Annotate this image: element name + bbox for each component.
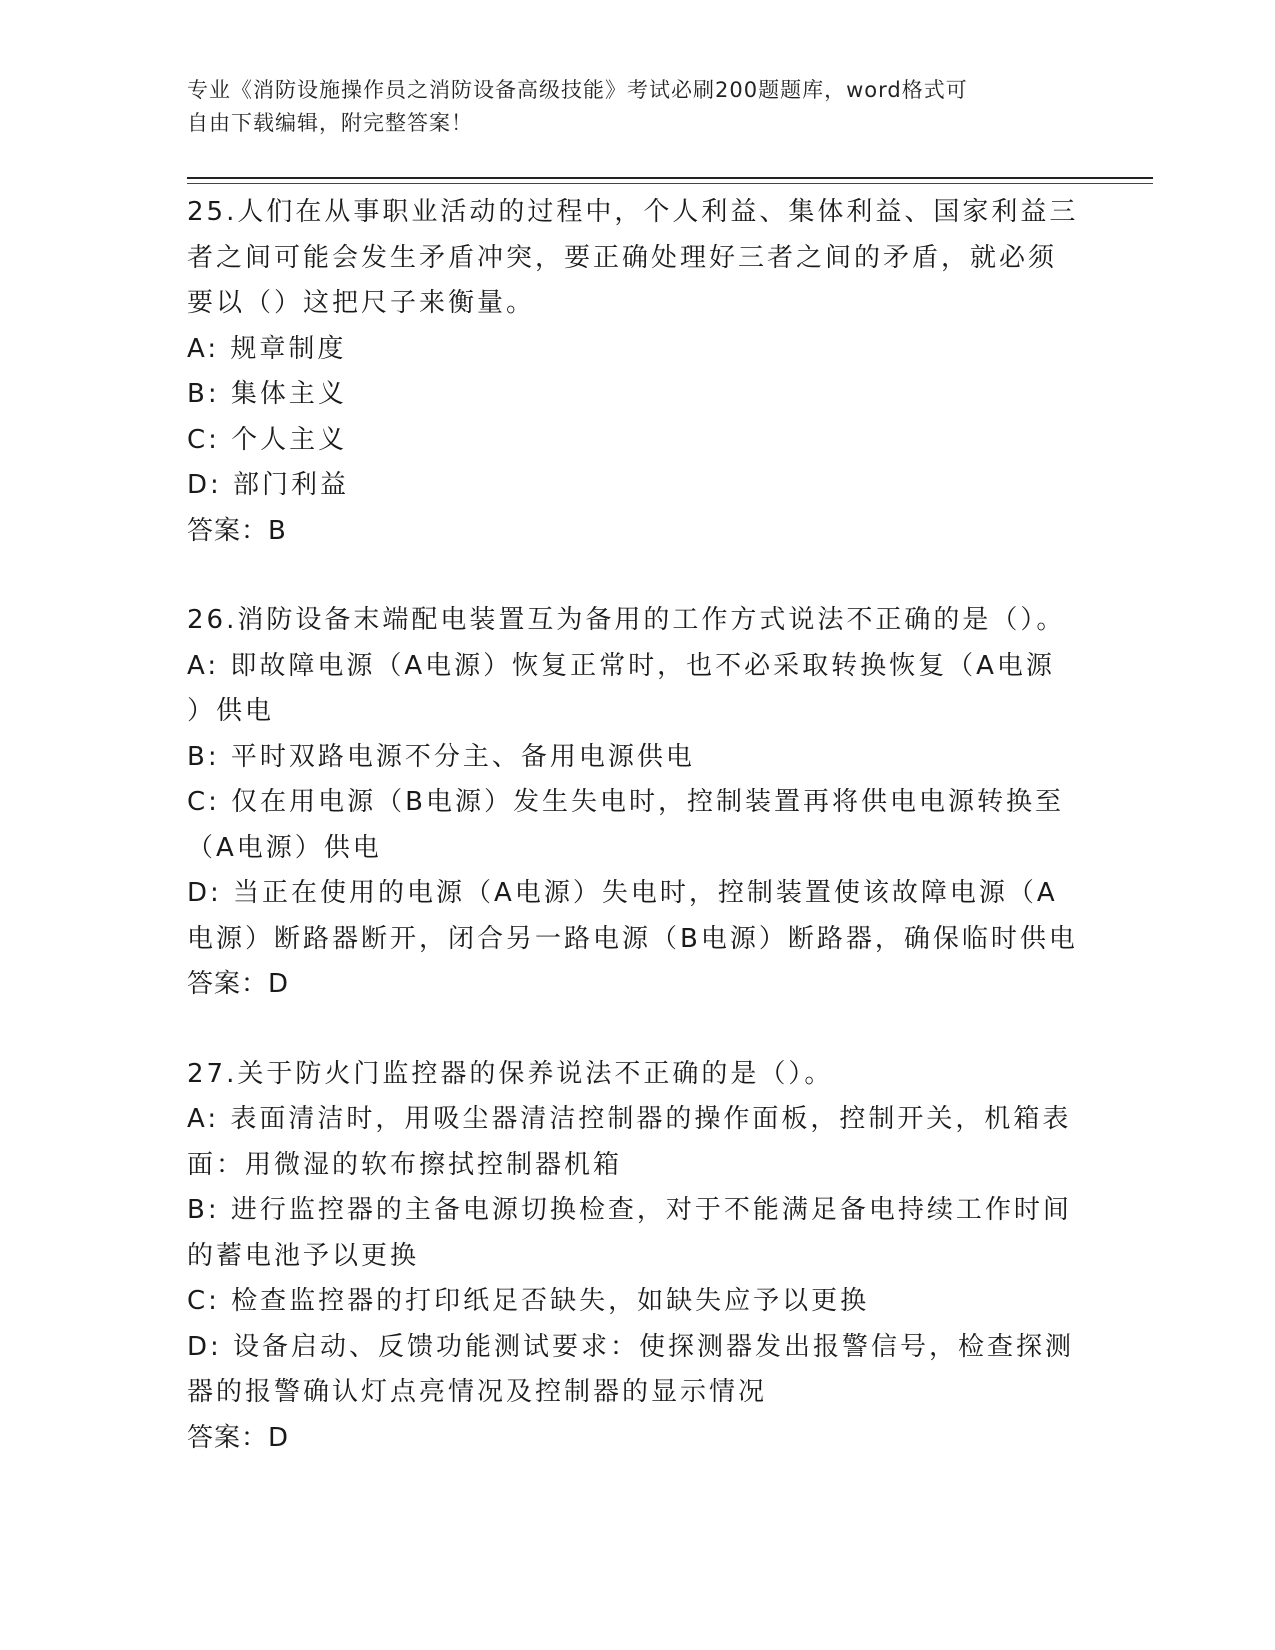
- header-line-1: 专业《消防设施操作员之消防设备高级技能》考试必刷200题题库，word格式可: [187, 78, 968, 102]
- option-b: B: 集体主义: [187, 379, 347, 409]
- option-d: D: 部门利益: [187, 470, 350, 500]
- option-d: D: 设备启动、反馈功能测试要求：使探测器发出报警信号，检查探测: [187, 1331, 1075, 1362]
- question-stem-line: 要以（）这把尺子来衡量。: [187, 288, 536, 318]
- question-stem-line: 26.消防设备末端配电装置互为备用的工作方式说法不正确的是（）。: [187, 605, 1066, 635]
- question-stem-line: 27.关于防火门监控器的保养说法不正确的是（）。: [187, 1058, 834, 1089]
- option-b-continuation: 的蓄电池予以更换: [187, 1240, 420, 1271]
- option-d-continuation: 电源）断路器断开，闭合另一路电源（B电源）断路器，确保临时供电: [187, 923, 1078, 954]
- question-list: [187, 190, 1087, 1461]
- option-c-continuation: （A电源）供电: [187, 832, 382, 863]
- option-c: C: 个人主义: [187, 424, 348, 455]
- question-spacer: [187, 1008, 1087, 1052]
- option-a: A: 表面清洁时，用吸尘器清洁控制器的操作面板，控制开关，机箱表: [187, 1104, 1072, 1134]
- option-c: C: 检查监控器的打印纸足否缺失，如缺失应予以更换: [187, 1286, 870, 1316]
- header-line-2: 自由下载编辑，附完整答案！: [187, 111, 473, 135]
- answer: 答案：B: [187, 515, 287, 546]
- question-25: [187, 190, 1087, 554]
- option-a: A: 即故障电源（A电源）恢复正常时，也不必采取转换恢复（A电源: [187, 650, 1055, 681]
- header-divider-thin: [187, 183, 1153, 184]
- header-divider-thick: [187, 177, 1153, 179]
- option-c: C: 仅在用电源（B电源）发生失电时，控制装置再将供电电源转换至: [187, 787, 1065, 817]
- question-spacer: [187, 554, 1087, 598]
- answer: 答案：D: [187, 1422, 290, 1453]
- document-header: [187, 74, 1067, 140]
- option-d: D: 当正在使用的电源（A电源）失电时，控制装置使该故障电源（A: [187, 878, 1058, 908]
- option-b: B: 平时双路电源不分主、备用电源供电: [187, 741, 695, 772]
- question-stem-line: 者之间可能会发生矛盾冲突，要正确处理好三者之间的矛盾，就必须: [187, 242, 1058, 273]
- option-b: B: 进行监控器的主备电源切换检查，对于不能满足备电持续工作时间: [187, 1195, 1072, 1225]
- question-27: [187, 1052, 1087, 1462]
- answer: 答案：D: [187, 969, 290, 999]
- option-d-continuation: 器的报警确认灯点亮情况及控制器的显示情况: [187, 1377, 768, 1407]
- option-a-continuation: ）供电: [187, 696, 275, 726]
- question-26: [187, 598, 1087, 1008]
- option-a-continuation: 面：用微湿的软布擦拭控制器机箱: [187, 1149, 623, 1180]
- question-stem-line: 25.人们在从事职业活动的过程中，个人利益、集体利益、国家利益三: [187, 197, 1079, 227]
- option-a: A: 规章制度: [187, 333, 347, 364]
